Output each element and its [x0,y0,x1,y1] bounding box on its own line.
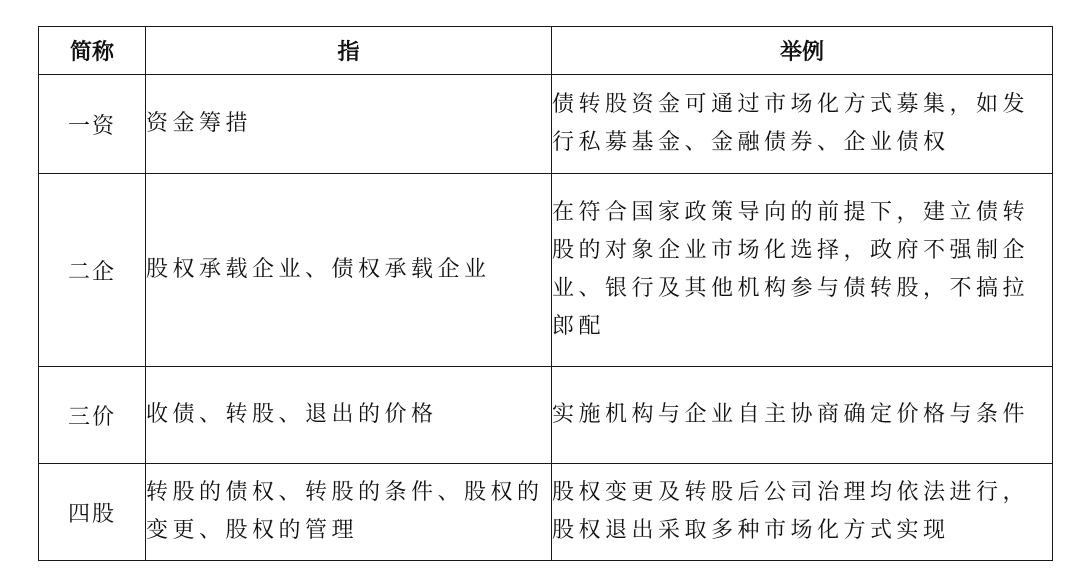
example-cell: 在符合国家政策导向的前提下，建立债转股的对象企业市场化选择，政府不强制企业、银行及其他机构参与债转股，不搞拉郎配 [552,174,1053,367]
abbreviation-cell: 一资 [39,75,146,174]
header-abbreviation: 简称 [39,27,146,75]
abbreviation-cell: 四股 [39,464,146,561]
meaning-cell: 转股的债权、转股的条件、股权的变更、股权的管理 [146,464,552,561]
table-row [39,174,1053,367]
table-row [39,464,1053,561]
header-meaning: 指 [146,27,552,75]
abbreviation-cell: 三价 [39,367,146,464]
table-row [39,75,1053,174]
abbreviation-cell: 二企 [39,174,146,367]
header-example: 举例 [552,27,1053,75]
example-cell: 债转股资金可通过市场化方式募集，如发行私募基金、金融债券、企业债权 [552,75,1053,174]
example-cell: 股权变更及转股后公司治理均依法进行，股权退出采取多种市场化方式实现 [552,464,1053,561]
meaning-cell: 股权承载企业、债权承载企业 [146,174,552,367]
example-cell: 实施机构与企业自主协商确定价格与条件 [552,367,1053,464]
debt-to-equity-table [38,26,1053,561]
meaning-cell: 资金筹措 [146,75,552,174]
table-row [39,367,1053,464]
table-body [39,75,1053,561]
header-row [39,27,1053,75]
table-header [39,27,1053,75]
meaning-cell: 收债、转股、退出的价格 [146,367,552,464]
